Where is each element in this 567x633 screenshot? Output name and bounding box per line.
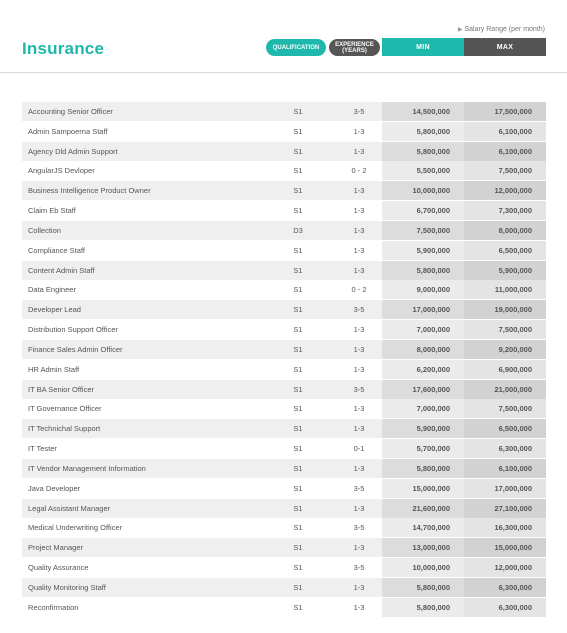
max-salary-value: 27,100,000 <box>464 499 546 518</box>
qualification-value: S1 <box>293 404 303 414</box>
experience-value: 1-3 <box>353 186 365 196</box>
experience-value: 3-5 <box>353 483 365 493</box>
min-salary-value: 5,800,000 <box>382 142 464 161</box>
max-salary-value: 6,300,000 <box>464 439 546 458</box>
job-title: IT Governance Officer <box>28 404 102 414</box>
job-title: Reconfirmation <box>28 602 79 612</box>
qualification-value: S1 <box>293 384 303 394</box>
job-title: Distribution Support Officer <box>28 325 118 335</box>
job-title: Claim Eb Staff <box>28 206 76 216</box>
job-title: IT Technichal Support <box>28 424 101 434</box>
experience-header <box>329 39 380 56</box>
experience-value: 1-3 <box>353 245 365 255</box>
experience-value: 3-5 <box>353 305 365 315</box>
page-title: Insurance <box>22 39 105 58</box>
experience-value: 1-3 <box>353 463 365 473</box>
experience-value: 1-3 <box>353 225 365 235</box>
min-salary-value: 10,000,000 <box>382 558 464 577</box>
max-salary-value: 6,300,000 <box>464 578 546 597</box>
job-title: Java Developer <box>28 483 81 493</box>
qualification-value: S1 <box>293 523 303 533</box>
qualification-value: S1 <box>293 265 303 275</box>
qualification-value: S1 <box>293 444 303 454</box>
qualification-value: S1 <box>293 364 303 374</box>
table-row <box>22 221 546 241</box>
qualification-value: S1 <box>293 305 303 315</box>
experience-value: 1-3 <box>353 582 365 592</box>
qualification-value: S1 <box>293 107 303 116</box>
max-salary-value: 17,000,000 <box>464 479 546 498</box>
job-title: Compliance Staff <box>28 245 85 255</box>
max-salary-value: 6,300,000 <box>464 598 546 617</box>
min-salary-value: 7,000,000 <box>382 399 464 418</box>
row-band <box>22 221 382 240</box>
max-salary-value: 19,000,000 <box>464 300 546 319</box>
table-row <box>22 419 546 439</box>
experience-value: 1-3 <box>353 364 365 374</box>
qualification-value: S1 <box>293 424 303 434</box>
table-row <box>22 538 546 558</box>
min-salary-value: 5,800,000 <box>382 122 464 141</box>
min-salary-value: 7,500,000 <box>382 221 464 240</box>
experience-value: 0 - 2 <box>351 166 367 176</box>
min-salary-value: 6,200,000 <box>382 360 464 379</box>
job-title: Quality Assurance <box>28 563 89 573</box>
table-row <box>22 201 546 221</box>
qualification-value: S1 <box>293 483 303 493</box>
max-salary-value: 9,200,000 <box>464 340 546 359</box>
qualification-value: S1 <box>293 126 303 136</box>
experience-value: 1-3 <box>353 424 365 434</box>
table-row <box>22 518 546 538</box>
min-salary-value: 5,800,000 <box>382 578 464 597</box>
experience-header-line1: EXPERIENCE <box>335 41 374 48</box>
min-salary-value: 6,700,000 <box>382 201 464 220</box>
experience-value: 1-3 <box>353 126 365 136</box>
salary-range-note <box>458 26 545 33</box>
qualification-value: S1 <box>293 146 303 156</box>
max-salary-value: 5,900,000 <box>464 261 546 280</box>
min-salary-value: 5,500,000 <box>382 161 464 180</box>
min-salary-value: 9,000,000 <box>382 280 464 299</box>
row-band <box>22 439 382 458</box>
max-salary-value: 11,000,000 <box>464 280 546 299</box>
job-title: IT Vendor Management Information <box>28 463 146 473</box>
qualification-value: S1 <box>293 206 303 216</box>
job-title: Medical Underwriting Officer <box>28 523 123 533</box>
min-salary-value: 14,500,000 <box>382 102 464 121</box>
min-salary-value: 21,600,000 <box>382 499 464 518</box>
table-row <box>22 102 546 122</box>
max-salary-value: 6,500,000 <box>464 241 546 260</box>
experience-value: 1-3 <box>353 344 365 354</box>
min-salary-value: 5,800,000 <box>382 459 464 478</box>
max-salary-value: 7,500,000 <box>464 161 546 180</box>
table-row <box>22 360 546 380</box>
experience-value: 1-3 <box>353 404 365 414</box>
max-salary-value: 17,500,000 <box>464 102 546 121</box>
experience-value: 1-3 <box>353 146 365 156</box>
min-salary-value: 14,700,000 <box>382 518 464 537</box>
row-band <box>22 280 382 299</box>
table-row <box>22 479 546 499</box>
job-title: Project Manager <box>28 543 84 553</box>
experience-value: 3-5 <box>353 563 365 573</box>
max-salary-value: 6,100,000 <box>464 459 546 478</box>
min-salary-value: 15,000,000 <box>382 479 464 498</box>
job-title: Developer Lead <box>28 305 81 315</box>
table-row <box>22 340 546 360</box>
experience-value: 1-3 <box>353 543 365 553</box>
min-salary-value: 5,900,000 <box>382 419 464 438</box>
job-title: Data Engineer <box>28 285 76 295</box>
header-divider <box>0 72 567 73</box>
table-row <box>22 320 546 340</box>
max-salary-value: 12,000,000 <box>464 558 546 577</box>
table-row <box>22 161 546 181</box>
table-row <box>22 181 546 201</box>
qualification-value: S1 <box>293 166 303 176</box>
max-salary-value: 7,500,000 <box>464 320 546 339</box>
table-row <box>22 558 546 578</box>
table-row <box>22 399 546 419</box>
experience-value: 1-3 <box>353 503 365 513</box>
min-salary-value: 10,000,000 <box>382 181 464 200</box>
table-row <box>22 241 546 261</box>
min-salary-value: 17,600,000 <box>382 380 464 399</box>
qualification-value: D3 <box>293 225 303 235</box>
job-title: Collection <box>28 225 61 235</box>
min-salary-value: 7,000,000 <box>382 320 464 339</box>
max-salary-value: 15,000,000 <box>464 538 546 557</box>
job-title: Content Admin Staff <box>28 265 95 275</box>
experience-value: 1-3 <box>353 602 365 612</box>
job-title: Legal Assistant Manager <box>28 503 111 513</box>
qualification-value: S1 <box>293 245 303 255</box>
qualification-value: S1 <box>293 344 303 354</box>
max-salary-value: 6,500,000 <box>464 419 546 438</box>
qualification-value: S1 <box>293 602 303 612</box>
job-title: Business Intelligence Product Owner <box>28 186 151 196</box>
table-row <box>22 499 546 519</box>
qualification-value: S1 <box>293 285 303 295</box>
experience-value: 1-3 <box>353 325 365 335</box>
job-title: Accounting Senior Officer <box>28 107 113 116</box>
salary-table <box>22 102 546 618</box>
qualification-value: S1 <box>293 582 303 592</box>
qualification-header: QUALIFICATION <box>266 39 326 56</box>
experience-header-line2: (YEARS) <box>342 47 367 54</box>
experience-value: 3-5 <box>353 523 365 533</box>
max-salary-value: 7,500,000 <box>464 399 546 418</box>
experience-value: 0-1 <box>353 444 365 454</box>
triangle-right-icon: ▶ <box>457 27 463 33</box>
max-salary-value: 8,000,000 <box>464 221 546 240</box>
min-salary-value: 5,700,000 <box>382 439 464 458</box>
min-salary-value: 13,000,000 <box>382 538 464 557</box>
job-title: IT Tester <box>28 444 57 454</box>
max-salary-value: 6,100,000 <box>464 142 546 161</box>
table-row <box>22 439 546 459</box>
qualification-value: S1 <box>293 463 303 473</box>
qualification-value: S1 <box>293 563 303 573</box>
max-salary-value: 6,100,000 <box>464 122 546 141</box>
job-title: Admin Sampoerna Staff <box>28 126 108 136</box>
table-row <box>22 261 546 281</box>
min-header: MIN <box>382 38 464 56</box>
experience-value: 3-5 <box>353 384 365 394</box>
table-row <box>22 380 546 400</box>
job-title: Quality Monitoring Staff <box>28 582 106 592</box>
table-row <box>22 300 546 320</box>
min-salary-value: 5,900,000 <box>382 241 464 260</box>
table-row <box>22 122 546 142</box>
min-salary-value: 8,000,000 <box>382 340 464 359</box>
min-salary-value: 5,800,000 <box>382 598 464 617</box>
max-salary-value: 7,300,000 <box>464 201 546 220</box>
table-row <box>22 280 546 300</box>
min-salary-value: 17,000,000 <box>382 300 464 319</box>
qualification-value: S1 <box>293 186 303 196</box>
table-row <box>22 578 546 598</box>
job-title: Finance Sales Admin Officer <box>28 344 123 354</box>
job-title: HR Admin Staff <box>28 364 80 374</box>
job-title: Agency Dld Admin Support <box>28 146 118 156</box>
job-title: AngularJS Devloper <box>28 166 95 176</box>
qualification-value: S1 <box>293 543 303 553</box>
max-salary-value: 12,000,000 <box>464 181 546 200</box>
max-header: MAX <box>464 38 546 56</box>
table-row <box>22 142 546 162</box>
table-row <box>22 459 546 479</box>
qualification-value: S1 <box>293 503 303 513</box>
table-row <box>22 598 546 618</box>
min-salary-value: 5,800,000 <box>382 261 464 280</box>
experience-value: 0 - 2 <box>351 285 367 295</box>
max-salary-value: 16,300,000 <box>464 518 546 537</box>
max-salary-value: 21,000,000 <box>464 380 546 399</box>
max-salary-value: 6,900,000 <box>464 360 546 379</box>
experience-value: 1-3 <box>353 265 365 275</box>
row-band <box>22 201 382 220</box>
salary-range-label: Salary Range (per month) <box>464 26 545 33</box>
qualification-value: S1 <box>293 325 303 335</box>
experience-value: 1-3 <box>353 206 365 216</box>
experience-value: 3-5 <box>353 107 365 116</box>
job-title: IT BA Senior Officer <box>28 384 95 394</box>
